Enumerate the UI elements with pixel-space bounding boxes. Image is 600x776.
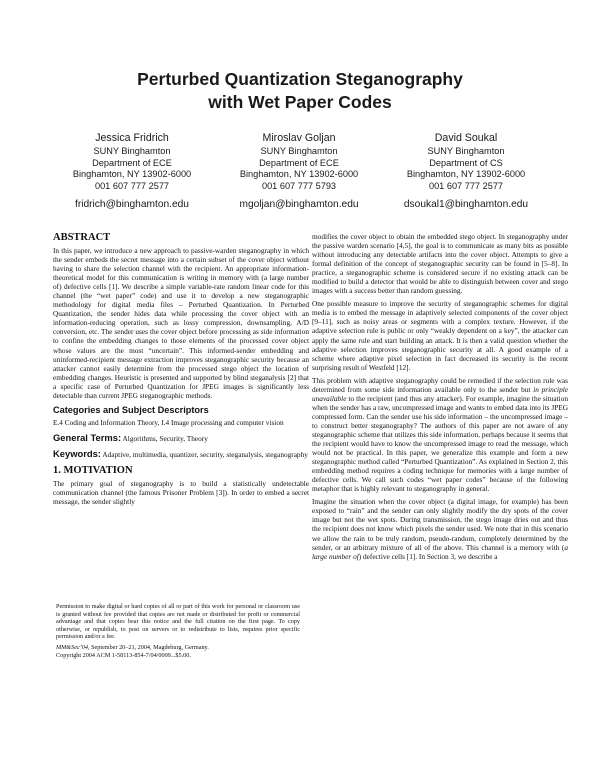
left-column — [53, 232, 309, 510]
author-email: fridrich@binghamton.edu — [75, 199, 189, 211]
author-block-2 — [209, 131, 389, 211]
permission-notice — [56, 603, 300, 659]
author-email: dsoukal1@binghamton.edu — [403, 199, 529, 211]
author-name: Jessica Fridrich — [95, 132, 169, 144]
author-affiliation: SUNY Binghamton — [93, 146, 171, 156]
author-address: Binghamton, NY 13902-6000 — [239, 169, 359, 180]
paragraph-part: This problem with adaptive steganography could be remedied if the selection rule was determined from some side information available only to the sender but — [312, 375, 568, 394]
conference-name: MM&Sec’04, — [56, 643, 90, 651]
author-department: Department of ECE — [92, 157, 172, 168]
title-line-1: Perturbed Quantization Steganography — [137, 69, 463, 89]
paragraph-emphasis: in principle unavailable — [312, 384, 568, 403]
author-address: Binghamton, NY 13902-6000 — [406, 169, 526, 180]
conference-line — [56, 644, 300, 652]
author-phone: 001 607 777 2577 — [428, 180, 504, 191]
permission-text: Permission to make digital or hard copies of all or part of this work for personal or classroom use is granted without fee provided that copies are not made or distributed for profit or commercial advantage and that copies bear this notice and the full citation on the first page. To copy otherwise, or republish, to post on servers or to redistribute to lists, requires prior specific permission and/or a fee. — [56, 603, 300, 641]
title-line-2: with Wet Paper Codes — [208, 92, 392, 112]
paragraph-part: ) defective cells [1]. In Section 3, we describe a — [358, 551, 498, 561]
author-name: Miroslav Goljan — [262, 132, 336, 144]
keywords — [53, 449, 309, 459]
author-affiliation: SUNY Binghamton — [260, 146, 338, 156]
author-name: David Soukal — [434, 132, 498, 144]
motivation-heading: 1. MOTIVATION — [53, 464, 133, 476]
paragraph-emphasis: a large number of — [312, 542, 568, 561]
general-terms — [53, 433, 309, 443]
copyright-line: Copyright 2004 ACM 1-58113-854-7/04/0009...$5.00. — [56, 651, 191, 659]
right-column — [312, 232, 568, 565]
paragraph-part: Imagine the situation when the cover object (a digital image, for example) has been exposed to “rain” and the sender can only slightly modify the dry spots of the cover image but not the wet spots. During transmission, the stego image dries out and thus the recipient does not know which pixels the sender used. We note that in this scenario we allow the rain to be truly random, pseudo-random, completely determined by the sender, or an arbitrary mixture of all of the above. This channel is a memory with ( — [312, 497, 568, 552]
author-block-3 — [376, 131, 556, 211]
author-phone: 001 607 777 2577 — [94, 180, 170, 191]
general-terms-text: Algorithms, Security, Theory — [122, 433, 208, 443]
keywords-text: Adaptive, multimedia, quantizer, security, steganalysis, steganography — [102, 449, 308, 459]
author-address: Binghamton, NY 13902-6000 — [72, 169, 192, 180]
paragraph: modifies the cover object to obtain the embedded stego object. In steganography under the passive warden scenario [4,5], the goal is to communicate as many bits as possible without introducing any detectable artifacts into the cover object. Attempts to give a formal definition of the concept of steganographic security can be found in [5–8]. In practice, a steganographic scheme is considered secure if no existing attack can be modified to build a detector that would be able to distinguish between cover and stego images with a success better than random guessing. — [312, 232, 568, 296]
author-department: Department of ECE — [259, 157, 339, 168]
abstract-heading: ABSTRACT — [53, 232, 111, 243]
paper-title — [0, 68, 600, 114]
author-department: Department of CS — [429, 157, 503, 168]
categories-heading: Categories and Subject Descriptors — [53, 404, 209, 415]
general-terms-heading: General Terms: — [53, 431, 122, 443]
categories-text: E.4 Coding and Information Theory, I.4 Image processing and computer vision — [53, 417, 284, 427]
abstract-text: In this paper, we introduce a new approach to passive-warden steganography in which the sender embeds the secret message into a certain subset of the cover object without having to share the selection channel with the recipient. An appropriate information-theoretical model for this communication is writing in memory with (a large number of) defective cells [1]. We describe a simple variable-rate random linear code for this channel (the “wet paper” code) and use it to develop a new steganographic methodology for digital media files – Perturbed Quantization. In Perturbed Quantization, the sender hides data while processing the cover object with an information-reducing operation, such as lossy compression, downsampling, A/D conversion, etc. The sender uses the cover object before processing as side information to confine the embedding changes to those elements of the processed cover object whose values are the most “uncertain”. This informed-sender embedding and uninformed-recipient message extraction improves steganographic security because an attacker cannot easily determine from the processed stego object the location of embedding changes. Heuristic is presented and supported by blind steganalysis [2] that a specific case of Perturbed Quantization for JPEG images is significantly less detectable than current JPEG steganographic methods. — [53, 246, 309, 400]
motivation-text: The primary goal of steganography is to build a statistically undetectable communication channel (the famous Prisoner Problem [3]). In order to embed a secret message, the sender slightly — [53, 478, 309, 507]
paragraph-part: to the recipient (and thus any attacker). For example, imagine the situation when the sender has a raw, uncompressed image and wants to embed data into its JPEG compressed form. Can the sender use his side information – the uncompressed image – to construct better steganography? The authors of this paper are not aware of any steganographic scheme that utilizes this side information, perhaps because it seems that the recipient would have to know the uncompressed image to read the message, which would not be practical. In this paper, we generalize this example and form a new steganographic method called “Perturbed Quantization”. As explained in Section 2, this embedding method requires a coding technique for memories with a large number of defective cells. We call such codes “wet paper codes” because of the following metaphor that is highly relevant to steganography in general. — [312, 393, 568, 494]
paragraph — [312, 376, 568, 494]
paragraph: One possible measure to improve the security of steganographic schemes for digital media is to embed the message in adaptively selected components of the cover object [9–11], such as noisy areas or segments with a complex texture. However, if the adaptive selection rule is public or only “weakly dependent on a key”, the attacker can apply the same rule and start building an attack. It is then a valid question whether the adaptive selection improves steganographic security at all. A good example of a scheme where adaptive pixel selection in fact decreased its security is the recent surprising result of Westfeld [12]. — [312, 299, 568, 372]
conference-dates: September 20–21, 2004, Magdeburg, Germany. — [89, 643, 209, 651]
paragraph — [312, 497, 568, 560]
author-phone: 001 607 777 5793 — [261, 180, 337, 191]
author-block-1 — [42, 131, 222, 211]
author-email: mgoljan@binghamton.edu — [239, 199, 359, 211]
author-affiliation: SUNY Binghamton — [427, 146, 505, 156]
keywords-heading: Keywords: — [53, 447, 101, 459]
